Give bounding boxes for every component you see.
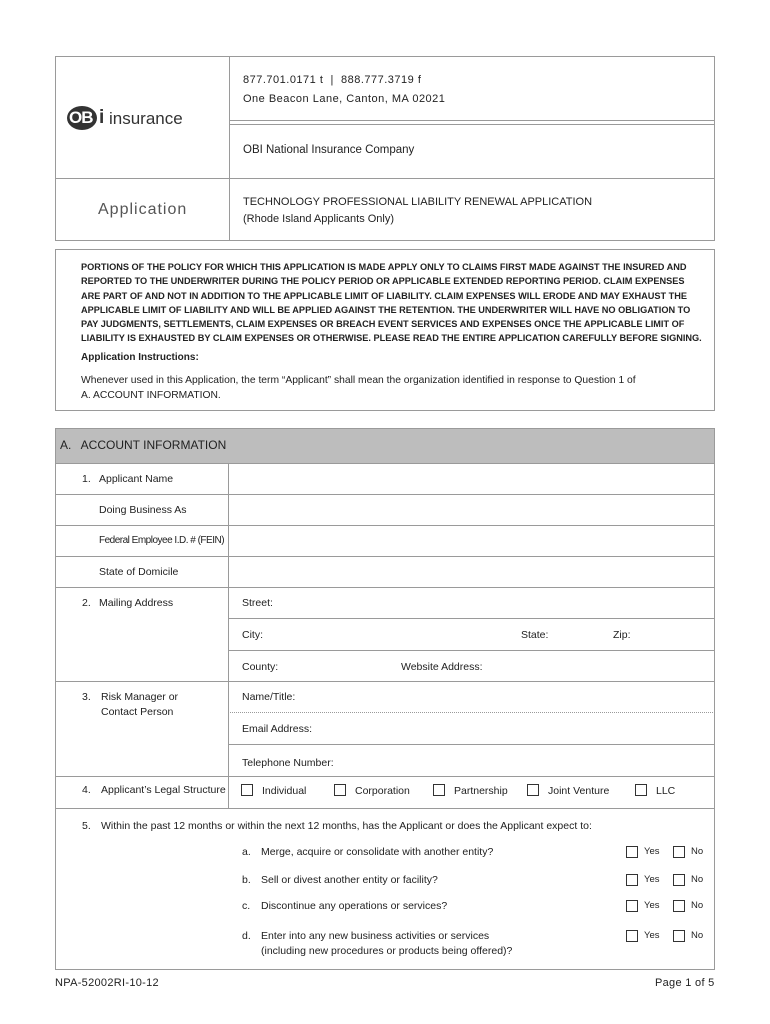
- logo-letters: OB: [69, 108, 93, 127]
- q5b-text: Sell or divest another entity or facility?: [261, 874, 438, 886]
- corporation-label: Corporation: [355, 785, 410, 797]
- company-name: OBI National Insurance Company: [243, 144, 415, 156]
- q5a-no-checkbox[interactable]: [673, 846, 685, 858]
- email-field[interactable]: [312, 714, 713, 742]
- county-field[interactable]: [280, 652, 395, 680]
- page-subtitle: (Rhode Island Applicants Only): [243, 213, 395, 225]
- q1-number: 1.: [82, 473, 91, 485]
- header-rule: [229, 120, 715, 121]
- llc-label: LLC: [656, 785, 676, 797]
- zip-label: Zip:: [613, 629, 631, 641]
- llc-checkbox[interactable]: [635, 784, 647, 796]
- instructions-heading: Application Instructions:: [81, 352, 199, 363]
- q3-number: 3.: [82, 691, 91, 703]
- q5c-no-checkbox[interactable]: [673, 900, 685, 912]
- q5d-text-2: (including new procedures or products being offered)?: [261, 945, 513, 957]
- page-number: Page 1 of 5: [655, 977, 715, 989]
- domicile-field[interactable]: [230, 558, 714, 586]
- q5a-yes-checkbox[interactable]: [626, 846, 638, 858]
- corporation-checkbox[interactable]: [334, 784, 346, 796]
- notice-line: PAY JUDGMENTS, SETTLEMENTS, CLAIM EXPENSES OR BREACH EVENT SERVICES AND EXPENSES ONCE THE APPLICABLE LIMIT OF: [81, 319, 685, 330]
- q5b-no-checkbox[interactable]: [673, 874, 685, 886]
- q5c-letter: c.: [242, 900, 251, 912]
- q4-number: 4.: [82, 784, 91, 796]
- city-label: City:: [242, 629, 263, 641]
- applicant-name-label: Applicant Name: [99, 473, 174, 485]
- logo-word: insurance: [109, 109, 183, 128]
- notice-text: [81, 260, 711, 346]
- zip-field[interactable]: [632, 620, 713, 648]
- state-label: State:: [521, 629, 549, 641]
- instructions-line: A. ACCOUNT INFORMATION.: [81, 390, 221, 401]
- street-field[interactable]: [275, 589, 713, 617]
- q5b-yes-checkbox[interactable]: [626, 874, 638, 886]
- notice-line: APPLICABLE LIMIT OF LIABILITY AND WILL BE APPLIED AGAINST THE RETENTION. THE UNDERWRITER WILL HAVE NO OBLIGATION TO: [81, 304, 691, 315]
- q5-text: Within the past 12 months or within the next 12 months, has the Applicant or does the Applicant expect to:: [101, 820, 592, 832]
- q5d-yes-checkbox[interactable]: [626, 930, 638, 942]
- q5a-letter: a.: [242, 846, 251, 858]
- q5c-yes-checkbox[interactable]: [626, 900, 638, 912]
- q5d-no-label: No: [691, 930, 704, 941]
- joint-venture-checkbox[interactable]: [527, 784, 539, 796]
- logo-i: i: [99, 107, 105, 128]
- partnership-checkbox[interactable]: [433, 784, 445, 796]
- risk-manager-label: Risk Manager or: [101, 691, 179, 703]
- city-field[interactable]: [266, 620, 516, 648]
- state-field[interactable]: [551, 620, 609, 648]
- email-label: Email Address:: [242, 723, 313, 735]
- mailing-address-label: Mailing Address: [99, 597, 174, 609]
- domicile-label: State of Domicile: [99, 566, 179, 578]
- fein-field[interactable]: [230, 527, 714, 555]
- q5d-letter: d.: [242, 930, 251, 942]
- company-address: One Beacon Lane, Canton, MA 02021: [243, 93, 446, 105]
- street-label: Street:: [242, 597, 273, 609]
- form-number: NPA-52002RI-10-12: [55, 977, 159, 989]
- q5d-yes-label: Yes: [644, 930, 660, 941]
- instructions-line: Whenever used in this Application, the term “Applicant” shall mean the organization identified in response to Question 1 of: [81, 375, 636, 386]
- individual-checkbox[interactable]: [241, 784, 253, 796]
- header-divider: [229, 56, 230, 241]
- joint-venture-label: Joint Venture: [548, 785, 610, 797]
- name-title-field[interactable]: [298, 683, 713, 711]
- legal-structure-label: Applicant’s Legal Structure: [101, 784, 226, 796]
- application-label: Application: [98, 201, 188, 218]
- notice-line: LIABILITY IS EXHAUSTED BY CLAIM EXPENSES OR OTHERWISE. PLEASE READ THE ENTIRE APPLICATION CAREFULLY BEFORE SIGNING.: [81, 333, 702, 344]
- dba-label: Doing Business As: [99, 504, 187, 516]
- q5d-text: Enter into any new business activities or services: [261, 930, 490, 942]
- company-logo: [67, 105, 217, 133]
- q5b-letter: b.: [242, 874, 251, 886]
- phone-line: 877.701.0171 t | 888.777.3719 f: [243, 74, 422, 86]
- notice-line: PORTIONS OF THE POLICY FOR WHICH THIS APPLICATION IS MADE APPLY ONLY TO CLAIMS FIRST MADE AGAINST THE INSURED AND: [81, 262, 687, 272]
- telephone-field[interactable]: [332, 746, 713, 774]
- q5b-no-label: No: [691, 874, 704, 885]
- fein-label: Federal Employee I.D. # (FEIN): [99, 535, 225, 546]
- county-label: County:: [242, 661, 279, 673]
- telephone-label: Telephone Number:: [242, 757, 334, 769]
- name-title-label: Name/Title:: [242, 691, 296, 703]
- q5-number: 5.: [82, 820, 91, 832]
- website-label: Website Address:: [401, 661, 483, 673]
- q5c-text: Discontinue any operations or services?: [261, 900, 448, 912]
- individual-label: Individual: [262, 785, 307, 797]
- q5c-no-label: No: [691, 900, 704, 911]
- q5b-yes-label: Yes: [644, 874, 660, 885]
- q5c-yes-label: Yes: [644, 900, 660, 911]
- q5d-no-checkbox[interactable]: [673, 930, 685, 942]
- dba-field[interactable]: [230, 496, 714, 524]
- section-a-title: A. ACCOUNT INFORMATION: [60, 438, 227, 452]
- q5a-text: Merge, acquire or consolidate with another entity?: [261, 846, 494, 858]
- partnership-label: Partnership: [454, 785, 508, 797]
- risk-manager-label-2: Contact Person: [101, 706, 174, 718]
- applicant-name-field[interactable]: [230, 465, 714, 493]
- notice-line: ARE PART OF AND NOT IN ADDITION TO THE APPLICABLE LIMIT OF LIABILITY. CLAIM EXPENSES WILL ERODE AND MAY EXHAUST THE: [81, 290, 688, 301]
- q5a-yes-label: Yes: [644, 846, 660, 857]
- notice-line: REPORTED TO THE UNDERWRITER DURING THE POLICY PERIOD OR APPLICABLE EXTENDED REPORTING PERIOD. CLAIM EXPENSES: [81, 276, 685, 287]
- q5a-no-label: No: [691, 846, 704, 857]
- page-title: TECHNOLOGY PROFESSIONAL LIABILITY RENEWAL APPLICATION: [243, 196, 593, 208]
- website-field[interactable]: [482, 652, 713, 680]
- q2-number: 2.: [82, 597, 91, 609]
